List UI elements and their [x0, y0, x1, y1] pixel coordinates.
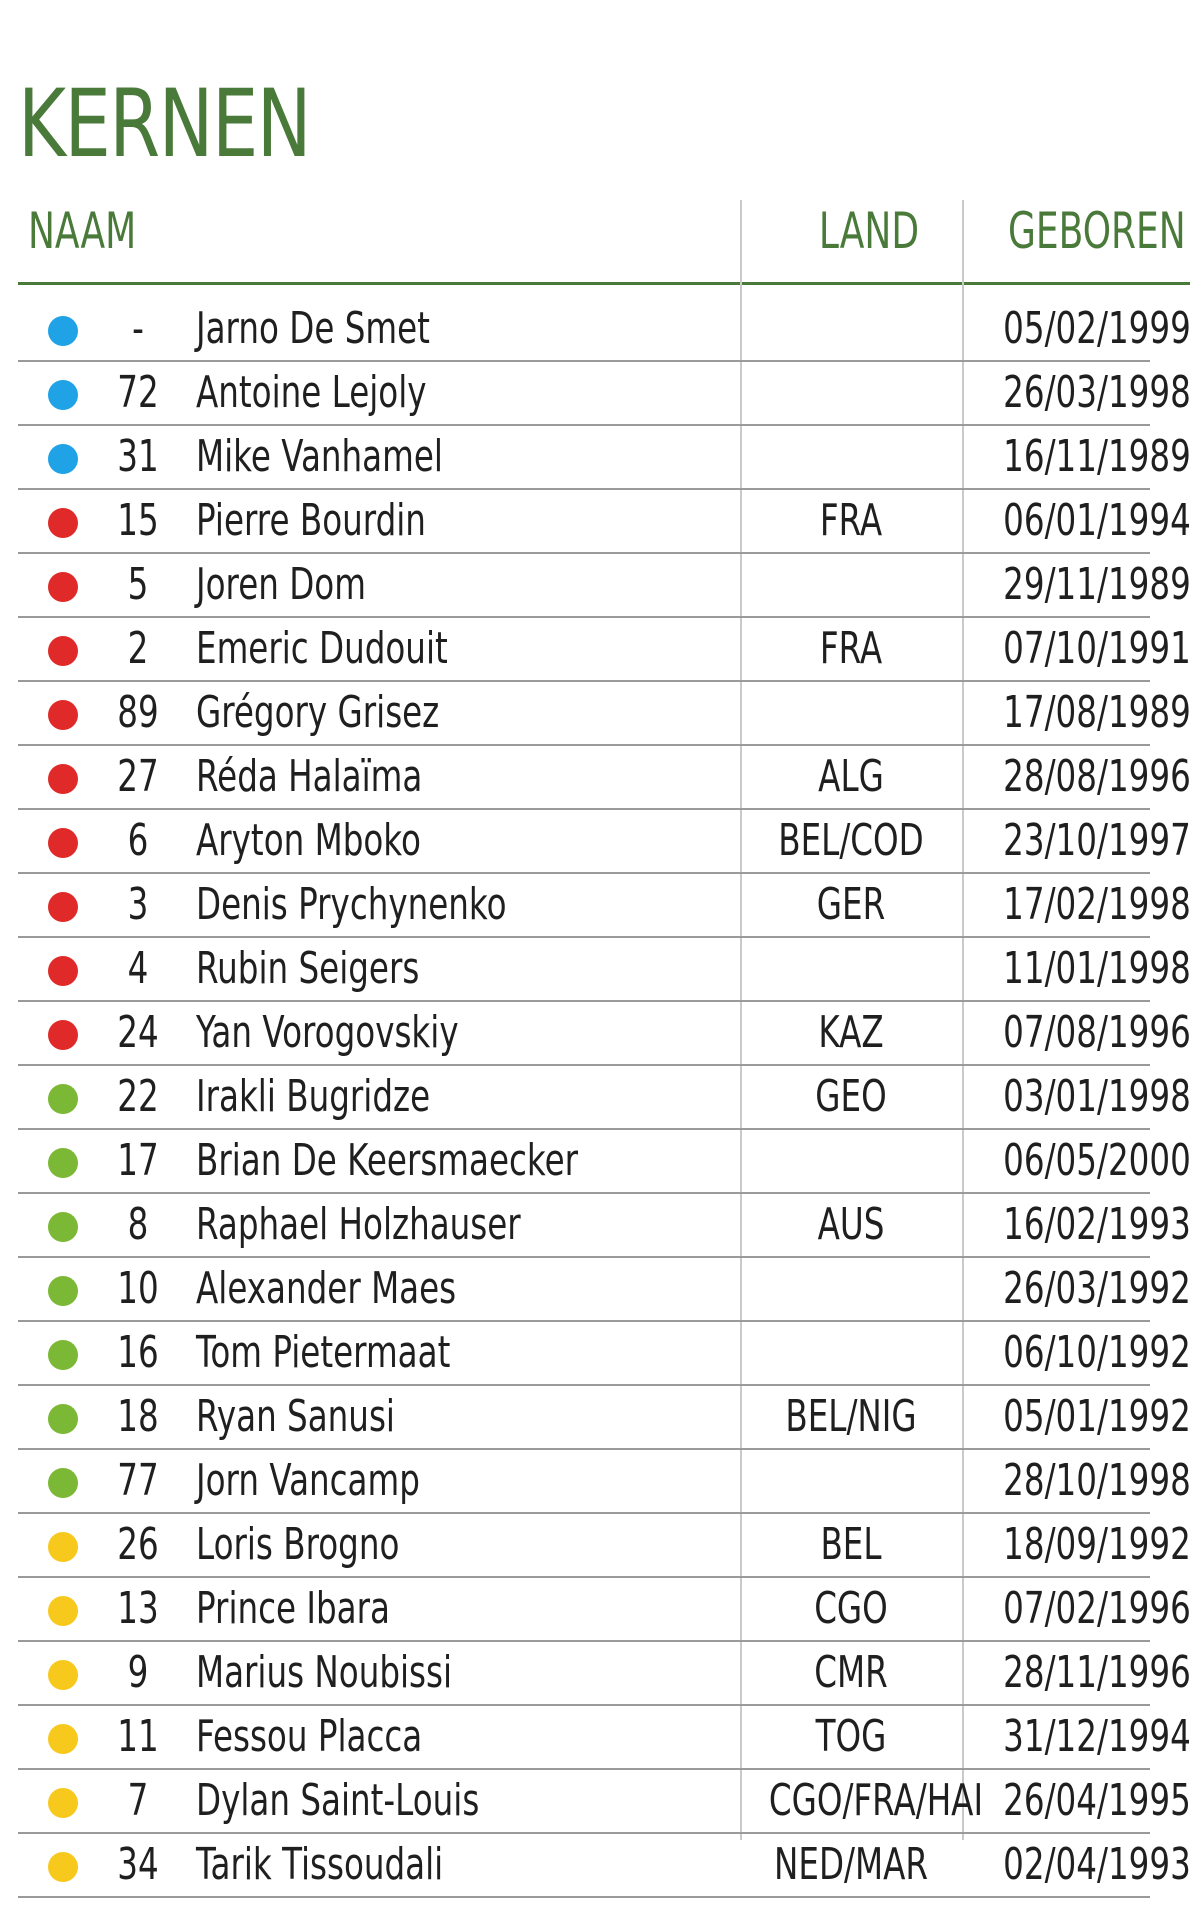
table-row [18, 1002, 1191, 1066]
position-dot-icon [48, 1596, 78, 1626]
position-dot-icon [48, 1852, 78, 1882]
player-name: Pierre Bourdin [196, 495, 426, 546]
player-birthdate: 23/10/1997 [1003, 815, 1191, 866]
player-name: Prince Ibara [196, 1583, 390, 1634]
position-dot-icon [48, 700, 78, 730]
player-birthdate: 28/11/1996 [1003, 1647, 1191, 1698]
player-birthdate: 18/09/1992 [1003, 1519, 1191, 1570]
player-birthdate: 17/08/1989 [1003, 687, 1191, 738]
position-dot-icon [48, 1468, 78, 1498]
player-birthdate: 07/08/1996 [1003, 1007, 1191, 1058]
table-row [18, 426, 1191, 490]
player-name: Raphael Holzhauser [196, 1199, 521, 1250]
player-birthdate: 26/03/1998 [1003, 367, 1191, 418]
player-number: 77 [117, 1455, 159, 1506]
player-land: BEL/COD [778, 815, 924, 866]
player-number: 27 [117, 751, 159, 802]
player-name: Yan Vorogovskiy [196, 1007, 459, 1058]
table-row [18, 1642, 1191, 1706]
player-birthdate: 03/01/1998 [1003, 1071, 1191, 1122]
column-header-geboren: GEBOREN [1008, 202, 1186, 260]
player-birthdate: 26/03/1992 [1003, 1263, 1191, 1314]
player-table [18, 298, 1191, 1898]
player-number: 4 [127, 943, 149, 994]
player-number: 24 [117, 1007, 159, 1058]
table-row [18, 1258, 1191, 1322]
player-land: CMR [814, 1647, 888, 1698]
player-birthdate: 26/04/1995 [1003, 1775, 1191, 1826]
position-dot-icon [48, 764, 78, 794]
table-row [18, 1130, 1191, 1194]
table-row [18, 1066, 1191, 1130]
player-land: GER [816, 879, 886, 930]
position-dot-icon [48, 1212, 78, 1242]
player-land: TOG [815, 1711, 887, 1762]
player-name: Mike Vanhamel [196, 431, 443, 482]
position-dot-icon [48, 1020, 78, 1050]
table-header [18, 200, 1190, 285]
player-name: Joren Dom [196, 559, 366, 610]
table-row [18, 746, 1191, 810]
player-land: NED/MAR [774, 1839, 928, 1890]
player-birthdate: 28/10/1998 [1003, 1455, 1191, 1506]
player-number: 17 [117, 1135, 159, 1186]
player-birthdate: 05/01/1992 [1003, 1391, 1191, 1442]
player-land: CGO [814, 1583, 888, 1634]
position-dot-icon [48, 1404, 78, 1434]
player-number: 5 [127, 559, 149, 610]
table-row [18, 1770, 1191, 1834]
player-number: 72 [117, 367, 159, 418]
table-row [18, 618, 1191, 682]
player-land: FRA [819, 623, 883, 674]
table-row [18, 1834, 1191, 1898]
column-header-land: LAND [818, 202, 920, 260]
player-birthdate: 16/11/1989 [1003, 431, 1191, 482]
player-land: BEL [820, 1519, 882, 1570]
player-name: Loris Brogno [196, 1519, 400, 1570]
player-birthdate: 31/12/1994 [1003, 1711, 1191, 1762]
player-number: 26 [117, 1519, 159, 1570]
player-birthdate: 07/10/1991 [1003, 623, 1191, 674]
player-number: 16 [117, 1327, 159, 1378]
player-number: 3 [127, 879, 149, 930]
player-birthdate: 05/02/1999 [1003, 303, 1191, 354]
position-dot-icon [48, 1660, 78, 1690]
table-row [18, 938, 1191, 1002]
position-dot-icon [48, 1788, 78, 1818]
player-birthdate: 28/08/1996 [1003, 751, 1191, 802]
player-land: CGO/FRA/HAI [768, 1775, 984, 1826]
player-name: Alexander Maes [196, 1263, 457, 1314]
player-number: 15 [117, 495, 159, 546]
player-name: Irakli Bugridze [196, 1071, 431, 1122]
player-number: 11 [117, 1711, 159, 1762]
table-row [18, 490, 1191, 554]
position-dot-icon [48, 1532, 78, 1562]
table-row [18, 810, 1191, 874]
player-birthdate: 07/02/1996 [1003, 1583, 1191, 1634]
player-number: 9 [127, 1647, 149, 1698]
player-birthdate: 06/01/1994 [1003, 495, 1191, 546]
player-name: Jarno De Smet [196, 303, 430, 354]
player-number: 34 [117, 1839, 159, 1890]
position-dot-icon [48, 508, 78, 538]
player-name: Brian De Keersmaecker [196, 1135, 579, 1186]
table-row [18, 682, 1191, 746]
table-row [18, 362, 1191, 426]
position-dot-icon [48, 1148, 78, 1178]
player-land: ALG [818, 751, 884, 802]
table-row [18, 1706, 1191, 1770]
player-birthdate: 06/05/2000 [1003, 1135, 1191, 1186]
position-dot-icon [48, 956, 78, 986]
player-birthdate: 02/04/1993 [1003, 1839, 1191, 1890]
position-dot-icon [48, 892, 78, 922]
player-name: Emeric Dudouit [196, 623, 448, 674]
position-dot-icon [48, 1276, 78, 1306]
position-dot-icon [48, 572, 78, 602]
position-dot-icon [48, 316, 78, 346]
player-birthdate: 16/02/1993 [1003, 1199, 1191, 1250]
position-dot-icon [48, 380, 78, 410]
table-row [18, 1578, 1191, 1642]
player-name: Aryton Mboko [196, 815, 421, 866]
player-number: 7 [127, 1775, 149, 1826]
player-number: 2 [127, 623, 149, 674]
table-row [18, 1322, 1191, 1386]
page-title: KERNEN [18, 70, 311, 179]
player-number: 22 [117, 1071, 159, 1122]
player-name: Jorn Vancamp [196, 1455, 420, 1506]
position-dot-icon [48, 1084, 78, 1114]
table-row [18, 874, 1191, 938]
player-name: Marius Noubissi [196, 1647, 453, 1698]
player-number: 6 [127, 815, 149, 866]
player-birthdate: 06/10/1992 [1003, 1327, 1191, 1378]
player-birthdate: 11/01/1998 [1003, 943, 1191, 994]
player-land: FRA [819, 495, 883, 546]
table-row [18, 1386, 1191, 1450]
player-name: Antoine Lejoly [196, 367, 427, 418]
player-name: Rubin Seigers [196, 943, 420, 994]
player-name: Denis Prychynenko [196, 879, 507, 930]
table-row [18, 298, 1191, 362]
player-birthdate: 17/02/1998 [1003, 879, 1191, 930]
position-dot-icon [48, 1724, 78, 1754]
table-row [18, 1194, 1191, 1258]
column-header-naam: NAAM [28, 202, 137, 260]
player-number: 31 [117, 431, 159, 482]
table-row [18, 1450, 1191, 1514]
table-row [18, 1514, 1191, 1578]
player-land: AUS [817, 1199, 885, 1250]
player-number: 13 [117, 1583, 159, 1634]
player-land: KAZ [818, 1007, 884, 1058]
player-number: 10 [117, 1263, 159, 1314]
player-number: 18 [117, 1391, 159, 1442]
position-dot-icon [48, 444, 78, 474]
player-birthdate: 29/11/1989 [1003, 559, 1191, 610]
player-name: Ryan Sanusi [196, 1391, 395, 1442]
player-name: Grégory Grisez [196, 687, 440, 738]
player-number: 89 [117, 687, 159, 738]
position-dot-icon [48, 828, 78, 858]
player-number: 8 [127, 1199, 149, 1250]
player-name: Réda Halaïma [196, 751, 423, 802]
player-land: GEO [815, 1071, 887, 1122]
player-number: - [132, 303, 144, 354]
player-name: Tarik Tissoudali [196, 1839, 444, 1890]
position-dot-icon [48, 1340, 78, 1370]
player-name: Dylan Saint-Louis [196, 1775, 480, 1826]
table-row [18, 554, 1191, 618]
player-land: BEL/NIG [785, 1391, 917, 1442]
player-name: Fessou Placca [196, 1711, 423, 1762]
player-name: Tom Pietermaat [196, 1327, 451, 1378]
position-dot-icon [48, 636, 78, 666]
